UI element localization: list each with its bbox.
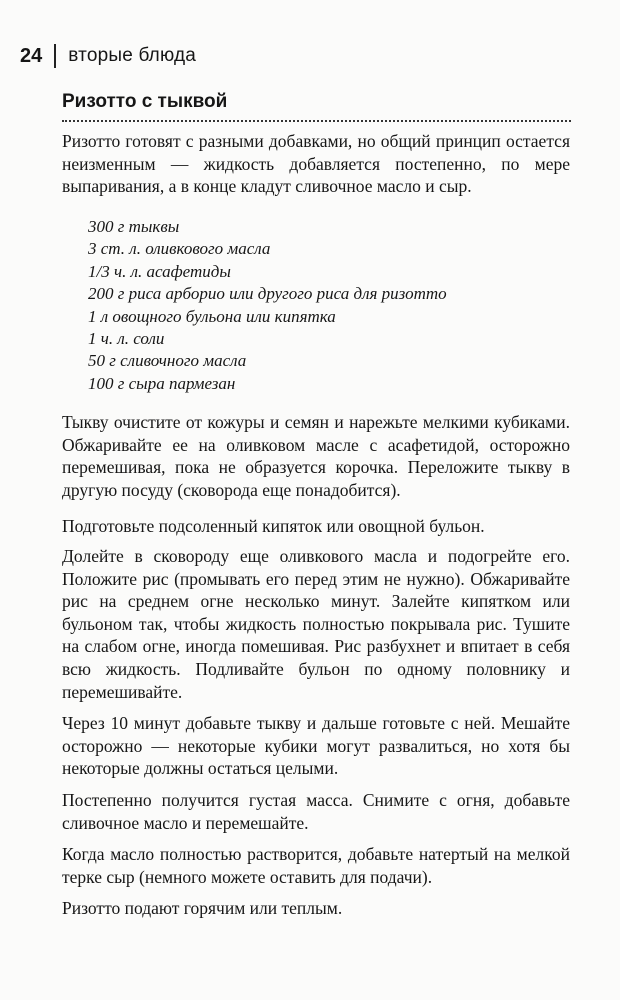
- ingredient-item: 3 ст. л. оливкового масла: [88, 239, 271, 259]
- step-paragraph: Тыкву очистите от кожуры и семян и нарежьте мелкими кубиками. Обжаривайте ее на оливковом масле с асафетидой, осторожно перемешивая, пока не образуется корочка. Переложите тыкву в другую посуду (сковорода еще понадобится).: [62, 412, 570, 500]
- recipe-intro: Ризотто готовят с разными добавками, но общий принцип остается неизменным — жидкость добавляется постепенно, по мере выпаривания, а в конце кладут сливочное масло и сыр.: [62, 131, 570, 197]
- step-paragraph: Постепенно получится густая масса. Снимите с огня, добавьте сливочное масло и перемешайте.: [62, 790, 570, 833]
- page-number: 24: [20, 45, 43, 67]
- ingredient-item: 1 л овощного бульона или кипятка: [88, 306, 336, 326]
- ingredient-item: 300 г тыквы: [88, 217, 180, 236]
- ingredient-list: [88, 216, 447, 395]
- header-divider: [54, 44, 56, 68]
- step-paragraph: Подготовьте подсоленный кипяток или овощной бульон.: [62, 516, 485, 536]
- running-header: [20, 44, 196, 68]
- ingredient-item: 200 г риса арборио или другого риса для ризотто: [88, 284, 447, 304]
- ingredient-item: 1/3 ч. л. асафетиды: [88, 261, 231, 281]
- ingredient-item: 1 ч. л. соли: [88, 329, 165, 349]
- ingredient-item: 100 г сыра пармезан: [88, 373, 236, 393]
- step-paragraph: Когда масло полностью растворится, добавьте натертый на мелкой терке сыр (немного можете оставить для подачи).: [62, 844, 570, 887]
- step-paragraph: Через 10 минут добавьте тыкву и дальше готовьте с ней. Мешайте осторожно — некоторые кубики могут развалиться, но хотя бы некоторые должны остаться целыми.: [62, 713, 570, 779]
- recipe-title: Ризотто с тыквой: [62, 91, 228, 112]
- section-title: вторые блюда: [68, 45, 197, 66]
- title-dotted-rule: [62, 120, 571, 122]
- ingredient-item: 50 г сливочного масла: [88, 351, 247, 371]
- step-paragraph: Долейте в сковороду еще оливкового масла и подогрейте его. Положите рис (промывать его перед этим не нужно). Обжаривайте рис на среднем огне несколько минут. Залейте кипятком или бульоном так, чтобы жидкость полностью покрывала рис. Тушите на слабом огне, иногда помешивая. Рис разбухнет и впитает в себя всю жидкость. Подливайте бульон по одному половнику и перемешивайте.: [62, 546, 570, 702]
- step-paragraph: Ризотто подают горячим или теплым.: [62, 898, 343, 918]
